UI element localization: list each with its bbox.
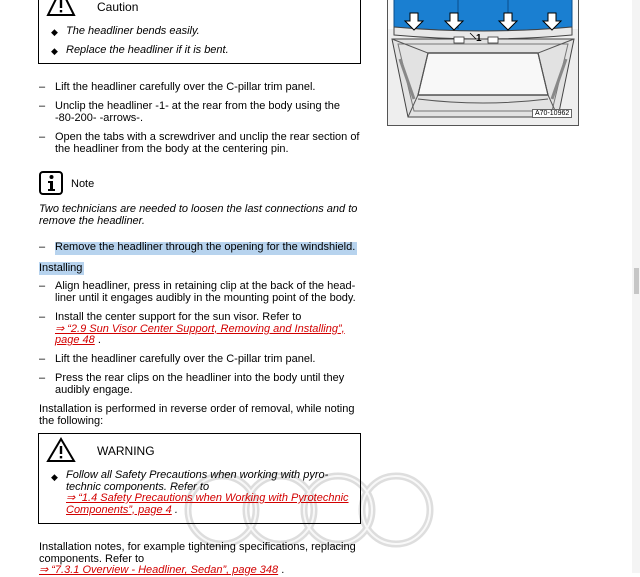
caution-item: Replace the headliner if it is bent. [66,44,229,56]
caution-item: The headliner bends easily. [66,25,200,37]
link-safety-precautions[interactable]: ⇒ “1.4 Safety Precautions when Working with Pyrotechnic Components”, page 4 [66,492,349,516]
note-title: Note [71,178,95,190]
caution-box [38,0,361,64]
warning-triangle-icon [46,437,76,463]
figure-frame [387,0,579,126]
bullet-icon: ◆ [51,472,58,482]
install-reverse-text: Installation is performed in reverse order of removal, while noting the following: [39,403,355,427]
scrollbar-thumb[interactable] [634,268,639,294]
warning-box [38,433,361,524]
installing-heading: Installing [39,262,83,274]
caution-title: Caution [97,0,139,14]
figure-callout: 1 [476,33,482,44]
warning-triangle-icon [46,0,76,17]
link-overview-headliner[interactable]: ⇒ “7.3.1 Overview - Headliner, Sedan”, page 348 [39,564,279,576]
installation-notes-text: Installation notes, for example tightening specifications, replacing components. Refer to ⇒ “7.3.1 Overview - Headliner, Sedan”, page 348 . [39,541,356,576]
warning-text: Follow all Safety Precautions when working with pyro-technic components. Refer to ⇒ “1.4 Safety Precautions when Working with Pyrotechnic Components”, page 4 . [66,469,349,516]
bullet-icon: ◆ [51,27,58,37]
headliner-removal-figure [388,0,578,125]
note-text: Two technicians are needed to loosen the last connections and to remove the headliner. [39,203,358,227]
link-sun-visor-support[interactable]: ⇒ “2.9 Sun Visor Center Support, Removing and Installing”, page 48 [55,322,345,346]
warning-title: WARNING [97,444,155,458]
bullet-icon: ◆ [51,46,58,56]
scrollbar[interactable] [632,0,640,573]
figure-code: A70-10962 [532,109,572,118]
info-icon [39,171,63,195]
